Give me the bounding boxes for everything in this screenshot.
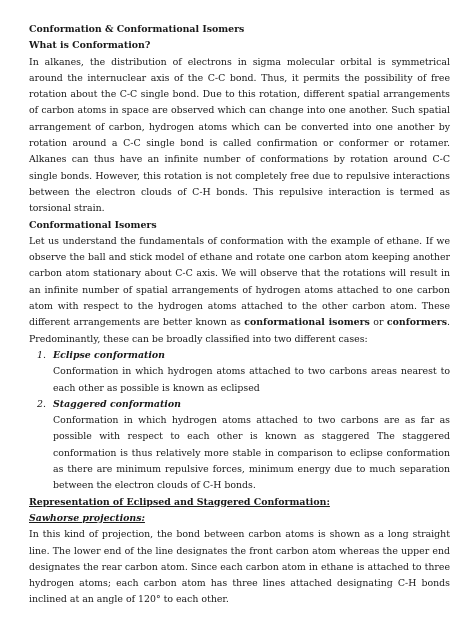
paragraph-conformational-isomers xyxy=(29,234,450,348)
subheading-sawhorse-projections: Sawhorse projections: xyxy=(29,512,145,524)
conformation-types-list xyxy=(29,348,450,495)
document-page xyxy=(29,22,450,609)
paragraph-text: Let us understand the fundamentals of conformation with the example of ethane. If we observe the ball and stick model of ethane and rotate one carbon atom keeping another carbon atom stationary about C-C axis. We will observe that the rotations will result in an infinite number of spatial arrangements of hydrogen atoms attached to one carbon atom with respect to the hydrogen atoms attached to the other carbon atom. These different arrangements are better known as xyxy=(29,235,450,329)
paragraph-text: . Predominantly, these can be broadly classified into two different cases: xyxy=(29,317,451,345)
list-item xyxy=(29,397,450,495)
paragraph-sawhorse: In this kind of projection, the bond between carbon atoms is shown as a long straight line. The lower end of the line designates the front carbon atom whereas the upper end designates the rear carbon atom. Since each carbon atom in ethane is attached to three hydrogen atoms; each carbon atom has three lines attached designating C-H bonds inclined at an angle of 120° to each other. xyxy=(29,529,450,606)
list-marker: 1. xyxy=(37,349,46,361)
paragraph-conformation-definition: In alkanes, the distribution of electrons in sigma molecular orbital is symmetrical around the internuclear axis of the C-C bond. Thus, it permits the possibility of free rotation about the C-C single bond. Due to this rotation, different spatial arrangements of carbon atoms in space are observed which can change into one another. Such spatial arrangement of carbon, hydrogen atoms which can be converted into one another by rotation around a C-C single bond is called confirmation or conformer or rotamer. Alkanes can thus have an infinite number of conformations by rotation around C-C single bonds. However, this rotation is not completely free due to repulsive interactions between the electron clouds of C-H bonds. This repulsive interaction is termed as torsional strain. xyxy=(29,56,450,215)
list-item-title: Staggered conformation xyxy=(53,398,181,410)
section-heading-representation: Representation of Eclipsed and Staggered Conformation: xyxy=(29,496,330,508)
paragraph-text: or xyxy=(369,317,387,329)
list-item-title: Eclipse conformation xyxy=(53,349,165,361)
list-marker: 2. xyxy=(37,398,46,410)
list-item-text: Conformation in which hydrogen atoms attached to two carbons are as far as possible with respect to each other is known as staggered The staggered conformation is thus relatively more stable in comparison to eclipse conformation as there are minimum repulsive forces, minimum energy due to much separation between the electron clouds of C-H bonds. xyxy=(53,415,450,492)
term-conformational-isomers: conformational isomers xyxy=(244,317,370,329)
section-heading-what-is-conformation: What is Conformation? xyxy=(29,40,151,52)
term-conformers: conformers xyxy=(386,317,448,329)
list-item xyxy=(29,348,450,397)
document-title: Conformation & Conformational Isomers xyxy=(29,24,245,35)
list-item-text: Conformation in which hydrogen atoms attached to two carbons areas nearest to each other as possible is known as eclipsed xyxy=(53,366,450,394)
section-heading-conformational-isomers: Conformational Isomers xyxy=(29,219,157,231)
